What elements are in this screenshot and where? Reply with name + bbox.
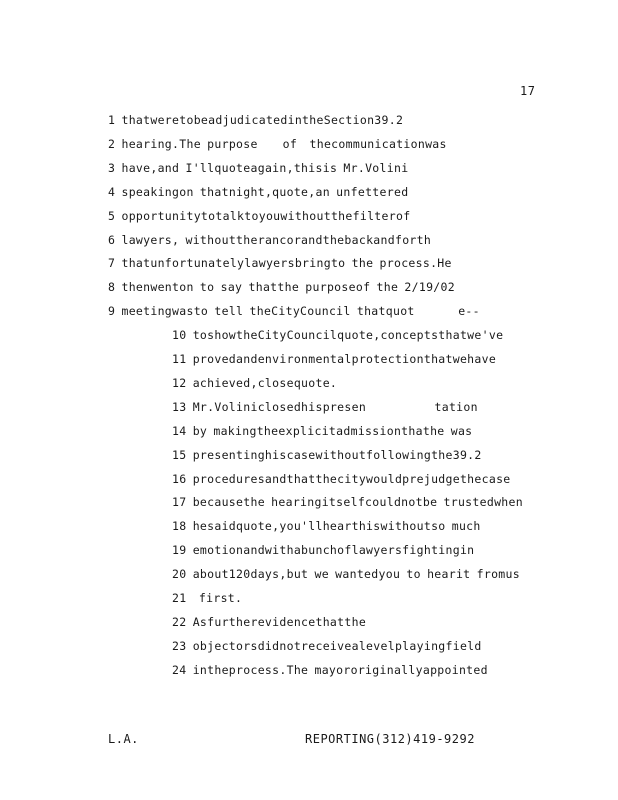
transcript-line-8 bbox=[108, 280, 455, 294]
transcript-line-16 bbox=[172, 472, 511, 486]
line-text: hesaidquote,you'llhearthiswithoutso much bbox=[192, 519, 481, 534]
line-number: 2 bbox=[108, 136, 116, 151]
line-number: 5 bbox=[108, 208, 116, 223]
line-number: 13 bbox=[172, 399, 187, 414]
line-number: 10 bbox=[172, 328, 187, 343]
line-text: speakingon thatnight,quote,an unfettered bbox=[121, 184, 409, 199]
transcript-line-23 bbox=[172, 639, 482, 653]
line-text: meetingwasto tell theCityCouncil thatquot e-- bbox=[121, 304, 480, 319]
line-number: 24 bbox=[172, 662, 187, 677]
line-text: toshowtheCityCouncilquote,conceptsthatwe've bbox=[192, 328, 504, 343]
transcript-line-20 bbox=[172, 567, 520, 581]
line-number: 7 bbox=[108, 256, 116, 271]
line-text: emotionandwithabunchoflawyersfightingin bbox=[192, 543, 475, 558]
transcript-line-6 bbox=[108, 233, 431, 247]
line-text: thatweretobeadjudicatedintheSection39.2 bbox=[121, 113, 404, 127]
line-text: thatunfortunatelylawyersbringto the process.He bbox=[121, 256, 452, 271]
footer-center: REPORTING(312)419-9292 bbox=[305, 732, 475, 746]
transcript-line-12 bbox=[172, 376, 337, 390]
transcript-line-15 bbox=[172, 448, 482, 462]
transcript-line-21 bbox=[172, 591, 242, 605]
line-text: lawyers, withouttherancorandthebackandforth bbox=[121, 232, 432, 247]
line-number: 16 bbox=[172, 471, 187, 486]
line-text: proceduresandthatthecitywouldprejudgethecase bbox=[192, 471, 511, 486]
transcript-line-7 bbox=[108, 256, 452, 270]
line-number: 18 bbox=[172, 519, 187, 534]
line-text: provedandenvironmentalprotectionthatwehave bbox=[192, 352, 497, 366]
transcript-line-22 bbox=[172, 615, 366, 629]
transcript-line-17 bbox=[172, 495, 523, 509]
line-number: 9 bbox=[108, 304, 116, 319]
line-text: opportunitytotalktoyouwithoutthefilterof bbox=[121, 208, 411, 223]
line-text: by makingtheexplicitadmissionthathe was bbox=[192, 423, 473, 438]
line-text: thenwenton to say thatthe purposeof the 2/19/02 bbox=[121, 280, 455, 295]
line-number: 8 bbox=[108, 280, 116, 295]
line-number: 6 bbox=[108, 232, 116, 247]
line-text: have,and I'llquoteagain,thisis Mr.Volini bbox=[121, 160, 409, 175]
line-number: 3 bbox=[108, 160, 116, 175]
transcript-line-5 bbox=[108, 209, 410, 223]
line-number: 23 bbox=[172, 638, 187, 653]
transcript-line-4 bbox=[108, 185, 408, 199]
transcript-line-10 bbox=[172, 328, 503, 342]
line-text: hearing.The purpose of thecommunicationwas bbox=[121, 136, 447, 151]
line-text: intheprocess.The mayororiginallyappointed bbox=[192, 662, 488, 677]
transcript-line-24 bbox=[172, 663, 488, 677]
line-text: becausethe hearingitselfcouldnotbe trustedwhen bbox=[192, 495, 523, 510]
line-text: achieved,closequote. bbox=[192, 375, 338, 390]
line-text: presentinghiscasewithoutfollowingthe39.2 bbox=[192, 447, 482, 462]
line-text: about120days,but we wantedyou to hearit fromus bbox=[192, 567, 520, 582]
transcript-line-13 bbox=[172, 400, 478, 414]
line-text: first. bbox=[192, 591, 243, 605]
line-number: 14 bbox=[172, 423, 187, 438]
line-number: 19 bbox=[172, 543, 187, 558]
transcript-line-19 bbox=[172, 543, 474, 557]
line-number: 15 bbox=[172, 447, 187, 462]
line-number: 1 bbox=[108, 113, 116, 127]
line-number: 4 bbox=[108, 184, 116, 199]
transcript-line-3 bbox=[108, 161, 408, 175]
line-number: 20 bbox=[172, 567, 187, 582]
transcript-line-14 bbox=[172, 424, 472, 438]
line-number: 17 bbox=[172, 495, 187, 510]
line-text: Mr.Voliniclosedhispresen tation bbox=[192, 399, 478, 414]
line-number: 21 bbox=[172, 591, 187, 605]
line-text: objectorsdidnotreceivealevelplayingfield bbox=[192, 638, 482, 653]
transcript-line-2 bbox=[108, 137, 447, 151]
transcript-line-11 bbox=[172, 352, 496, 366]
line-text: Asfurtherevidencethatthe bbox=[192, 614, 367, 629]
footer-left: L.A. bbox=[108, 732, 139, 746]
page-number: 17 bbox=[520, 84, 536, 98]
transcript-line-18 bbox=[172, 519, 481, 533]
transcript-line-9 bbox=[108, 304, 480, 318]
transcript-line-1 bbox=[108, 113, 403, 127]
line-number: 11 bbox=[172, 352, 187, 366]
line-number: 22 bbox=[172, 614, 187, 629]
line-number: 12 bbox=[172, 375, 187, 390]
